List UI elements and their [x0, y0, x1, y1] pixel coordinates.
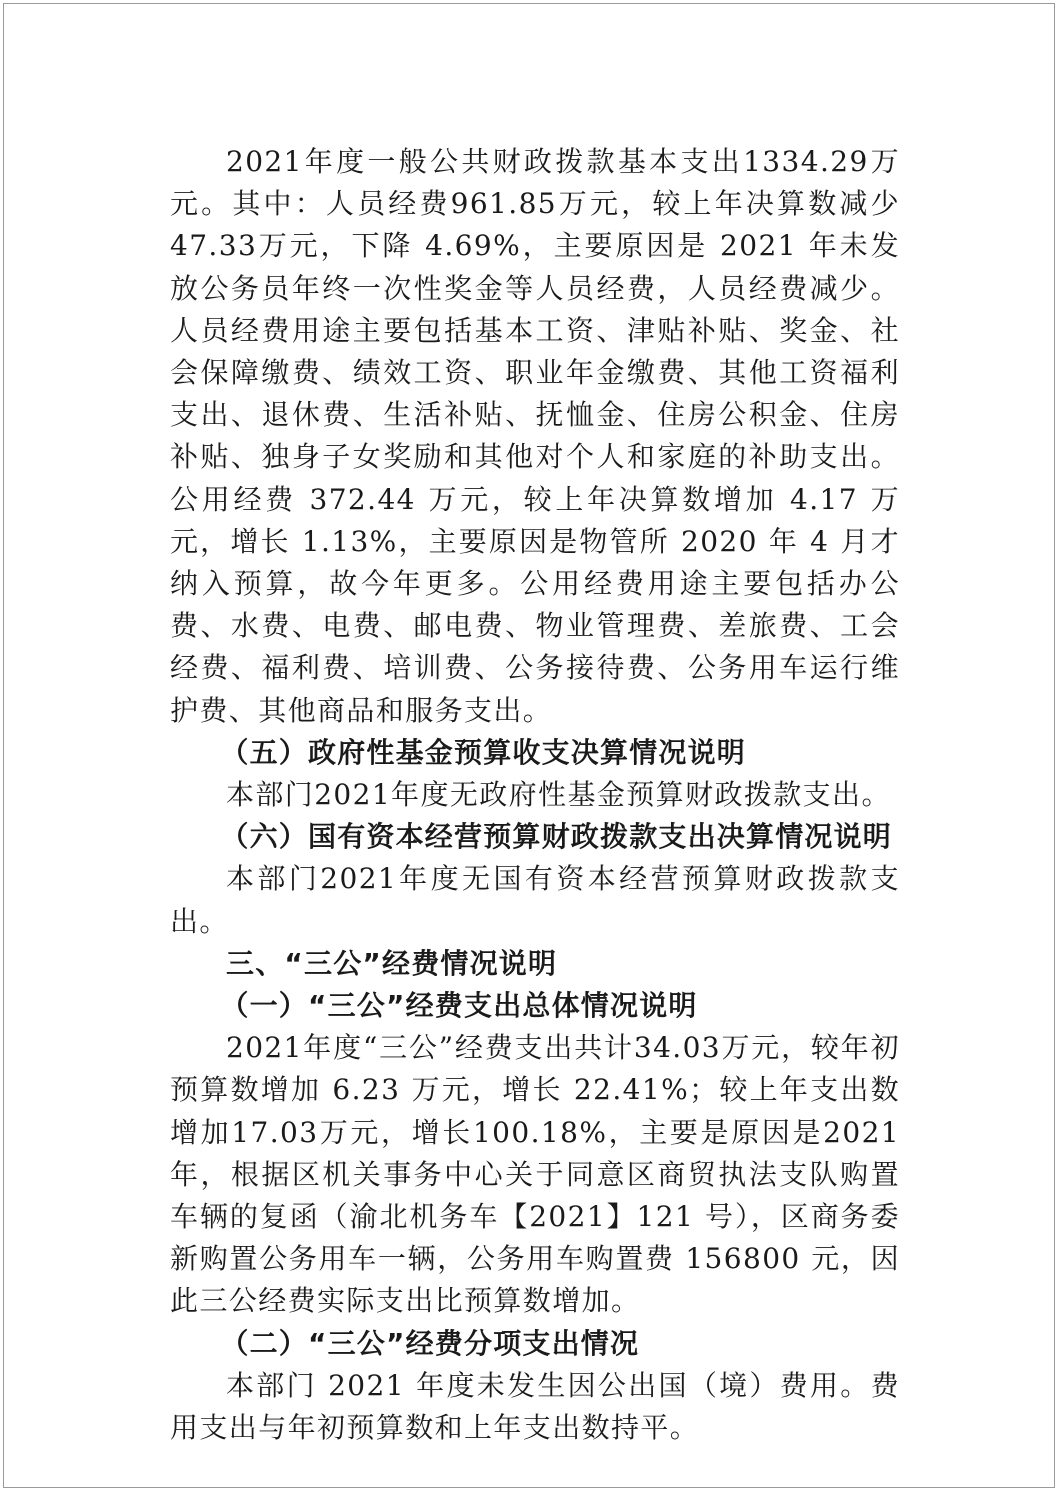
- heading-three-public: 三、“三公”经费情况说明: [226, 946, 558, 980]
- document-body: [170, 141, 900, 1449]
- paragraph-state-capital: 本部门2021年度无国有资本经营预算财政拨款支出。: [170, 862, 900, 938]
- heading-three-public-overall: （一）“三公”经费支出总体情况说明: [220, 989, 698, 1023]
- heading-government-fund: （五）政府性基金预算收支决算情况说明: [220, 735, 746, 769]
- page: [3, 3, 1055, 1488]
- paragraph-three-public-overall: 2021年度“三公”经费支出共计34.03万元，较年初预算数增加 6.23 万元，增长 22.41%；较上年支出数增加17.03万元，增长100.18%，主要是原因是2021年，根据区机关事务中心关于同意区商贸执法支队购置车辆的复函（渝北机务车【2021】121 号），区商务委新购置公务用车一辆，公务用车购置费 156800 元，因此三公经费实际支出比预算数增加。: [170, 1031, 900, 1318]
- heading-three-public-items: （二）“三公”经费分项支出情况: [220, 1326, 640, 1360]
- paragraph-basic-expenditure: 2021年度一般公共财政拨款基本支出1334.29万元。其中：人员经费961.85万元，较上年决算数减少47.33万元，下降 4.69%，主要原因是 2021 年未发放公务员年终一次性奖金等人员经费，人员经费减少。人员经费用途主要包括基本工资、津贴补贴、奖金、社会保障缴费、绩效工资、职业年金缴费、其他工资福利支出、退休费、生活补贴、抚恤金、住房公积金、住房补贴、独身子女奖励和其他对个人和家庭的补助支出。公用经费 372.44 万元，较上年决算数增加 4.17 万元，增长 1.13%，主要原因是物管所 2020 年 4 月才纳入预算，故今年更多。公用经费用途主要包括办公费、水费、电费、邮电费、物业管理费、差旅费、工会经费、福利费、培训费、公务接待费、公务用车运行维护费、其他商品和服务支出。: [170, 145, 900, 727]
- paragraph-government-fund: 本部门2021年度无政府性基金预算财政拨款支出。: [226, 778, 891, 812]
- paragraph-three-public-items: 本部门 2021 年度未发生因公出国（境）费用。费用支出与年初预算数和上年支出数持平。: [170, 1368, 900, 1445]
- heading-state-capital: （六）国有资本经营预算财政拨款支出决算情况说明: [220, 820, 892, 854]
